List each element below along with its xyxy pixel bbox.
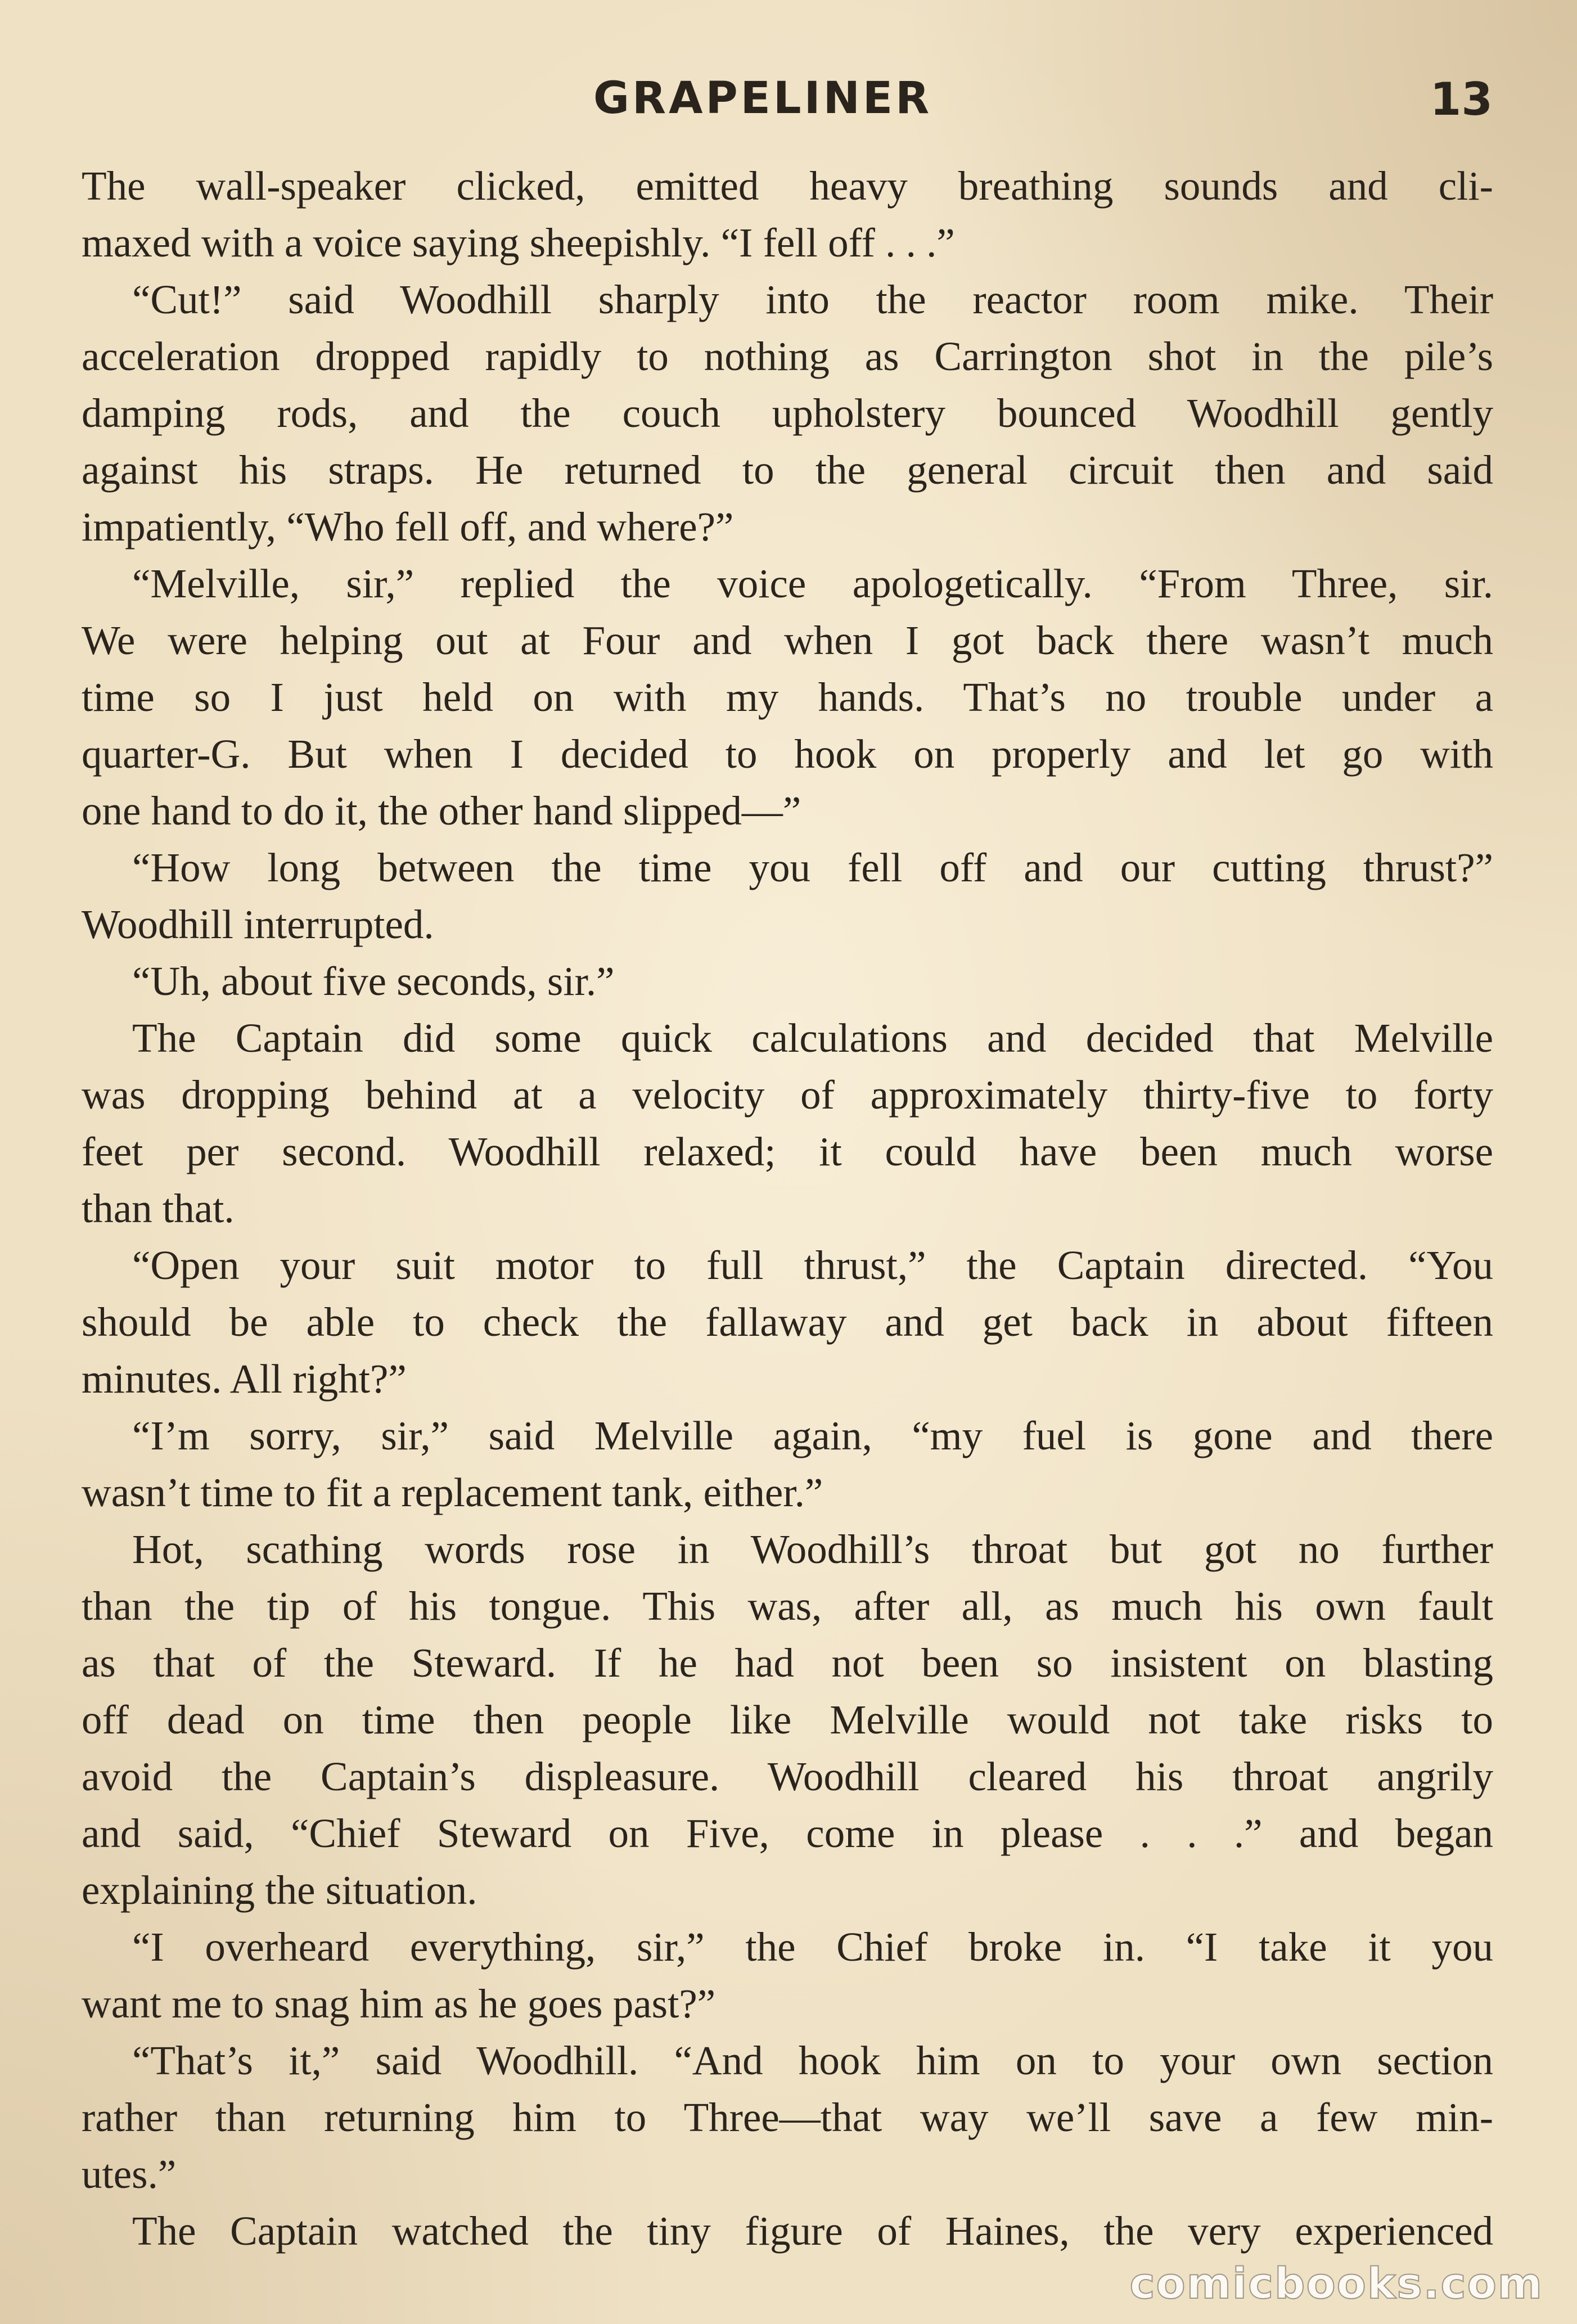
- text-line: avoid the Captain’s displeasure. Woodhill cleared his throat angrily: [82, 1754, 1493, 1799]
- text-line: should be able to check the fallaway and get back in about fifteen: [82, 1299, 1493, 1345]
- text-line: damping rods, and the couch upholstery bounced Woodhill gently: [82, 390, 1493, 436]
- text-line: rather than returning him to Three—that way we’ll save a few min-: [82, 2095, 1493, 2140]
- text-line: The Captain did some quick calculations and decided that Melville: [132, 1015, 1493, 1061]
- text-line: than that.: [82, 1186, 235, 1231]
- text-line: and said, “Chief Steward on Five, come in please . . .” and began: [82, 1810, 1493, 1856]
- text-line: time so I just held on with my hands. That’s no trouble under a: [82, 674, 1493, 720]
- text-line: one hand to do it, the other hand slipped—”: [82, 788, 801, 834]
- text-line: maxed with a voice saying sheepishly. “I fell off . . .”: [82, 220, 955, 265]
- text-line: feet per second. Woodhill relaxed; it could have been much worse: [82, 1129, 1493, 1174]
- text-line: “Melville, sir,” replied the voice apologetically. “From Three, sir.: [132, 561, 1493, 606]
- text-line: want me to snag him as he goes past?”: [82, 1981, 716, 2026]
- text-line: We were helping out at Four and when I got back there wasn’t much: [82, 618, 1493, 663]
- text-line: impatiently, “Who fell off, and where?”: [82, 504, 734, 550]
- watermark: comicbooks.com: [1129, 2258, 1543, 2308]
- text-line: Hot, scathing words rose in Woodhill’s throat but got no further: [132, 1526, 1493, 1572]
- text-line: explaining the situation.: [82, 1867, 477, 1913]
- text-line: The wall-speaker clicked, emitted heavy breathing sounds and cli-: [82, 163, 1493, 209]
- text-line: quarter-G. But when I decided to hook on properly and let go with: [82, 731, 1493, 777]
- text-line: wasn’t time to fit a replacement tank, either.”: [82, 1470, 823, 1515]
- text-line: “Uh, about five seconds, sir.”: [132, 958, 615, 1004]
- text-line: off dead on time then people like Melville would not take risks to: [82, 1697, 1493, 1742]
- text-line: “Open your suit motor to full thrust,” the Captain directed. “You: [132, 1242, 1493, 1288]
- running-title: GRAPELINER: [593, 73, 932, 124]
- page-number: 13: [1430, 73, 1493, 125]
- text-line: utes.”: [82, 2151, 177, 2197]
- page-header: [0, 73, 1577, 135]
- text-line: “Cut!” said Woodhill sharply into the reactor room mike. Their: [132, 277, 1493, 322]
- text-line: Woodhill interrupted.: [82, 902, 434, 947]
- text-line: was dropping behind at a velocity of approximately thirty-five to forty: [82, 1072, 1493, 1118]
- text-line: than the tip of his tongue. This was, after all, as much his own fault: [82, 1583, 1493, 1629]
- text-line: “That’s it,” said Woodhill. “And hook him on to your own section: [132, 2038, 1493, 2083]
- text-line: “How long between the time you fell off and our cutting thrust?”: [132, 845, 1493, 890]
- text-line: as that of the Steward. If he had not been so insistent on blasting: [82, 1640, 1493, 1686]
- text-line: “I overheard everything, sir,” the Chief broke in. “I take it you: [132, 1924, 1493, 1970]
- text-line: “I’m sorry, sir,” said Melville again, “my fuel is gone and there: [132, 1413, 1493, 1458]
- text-line: minutes. All right?”: [82, 1356, 407, 1402]
- body-text: [82, 157, 1493, 2259]
- text-line: against his straps. He returned to the general circuit then and said: [82, 447, 1493, 493]
- text-line: The Captain watched the tiny figure of Haines, the very experienced: [132, 2208, 1493, 2254]
- text-line: acceleration dropped rapidly to nothing as Carrington shot in the pile’s: [82, 334, 1493, 379]
